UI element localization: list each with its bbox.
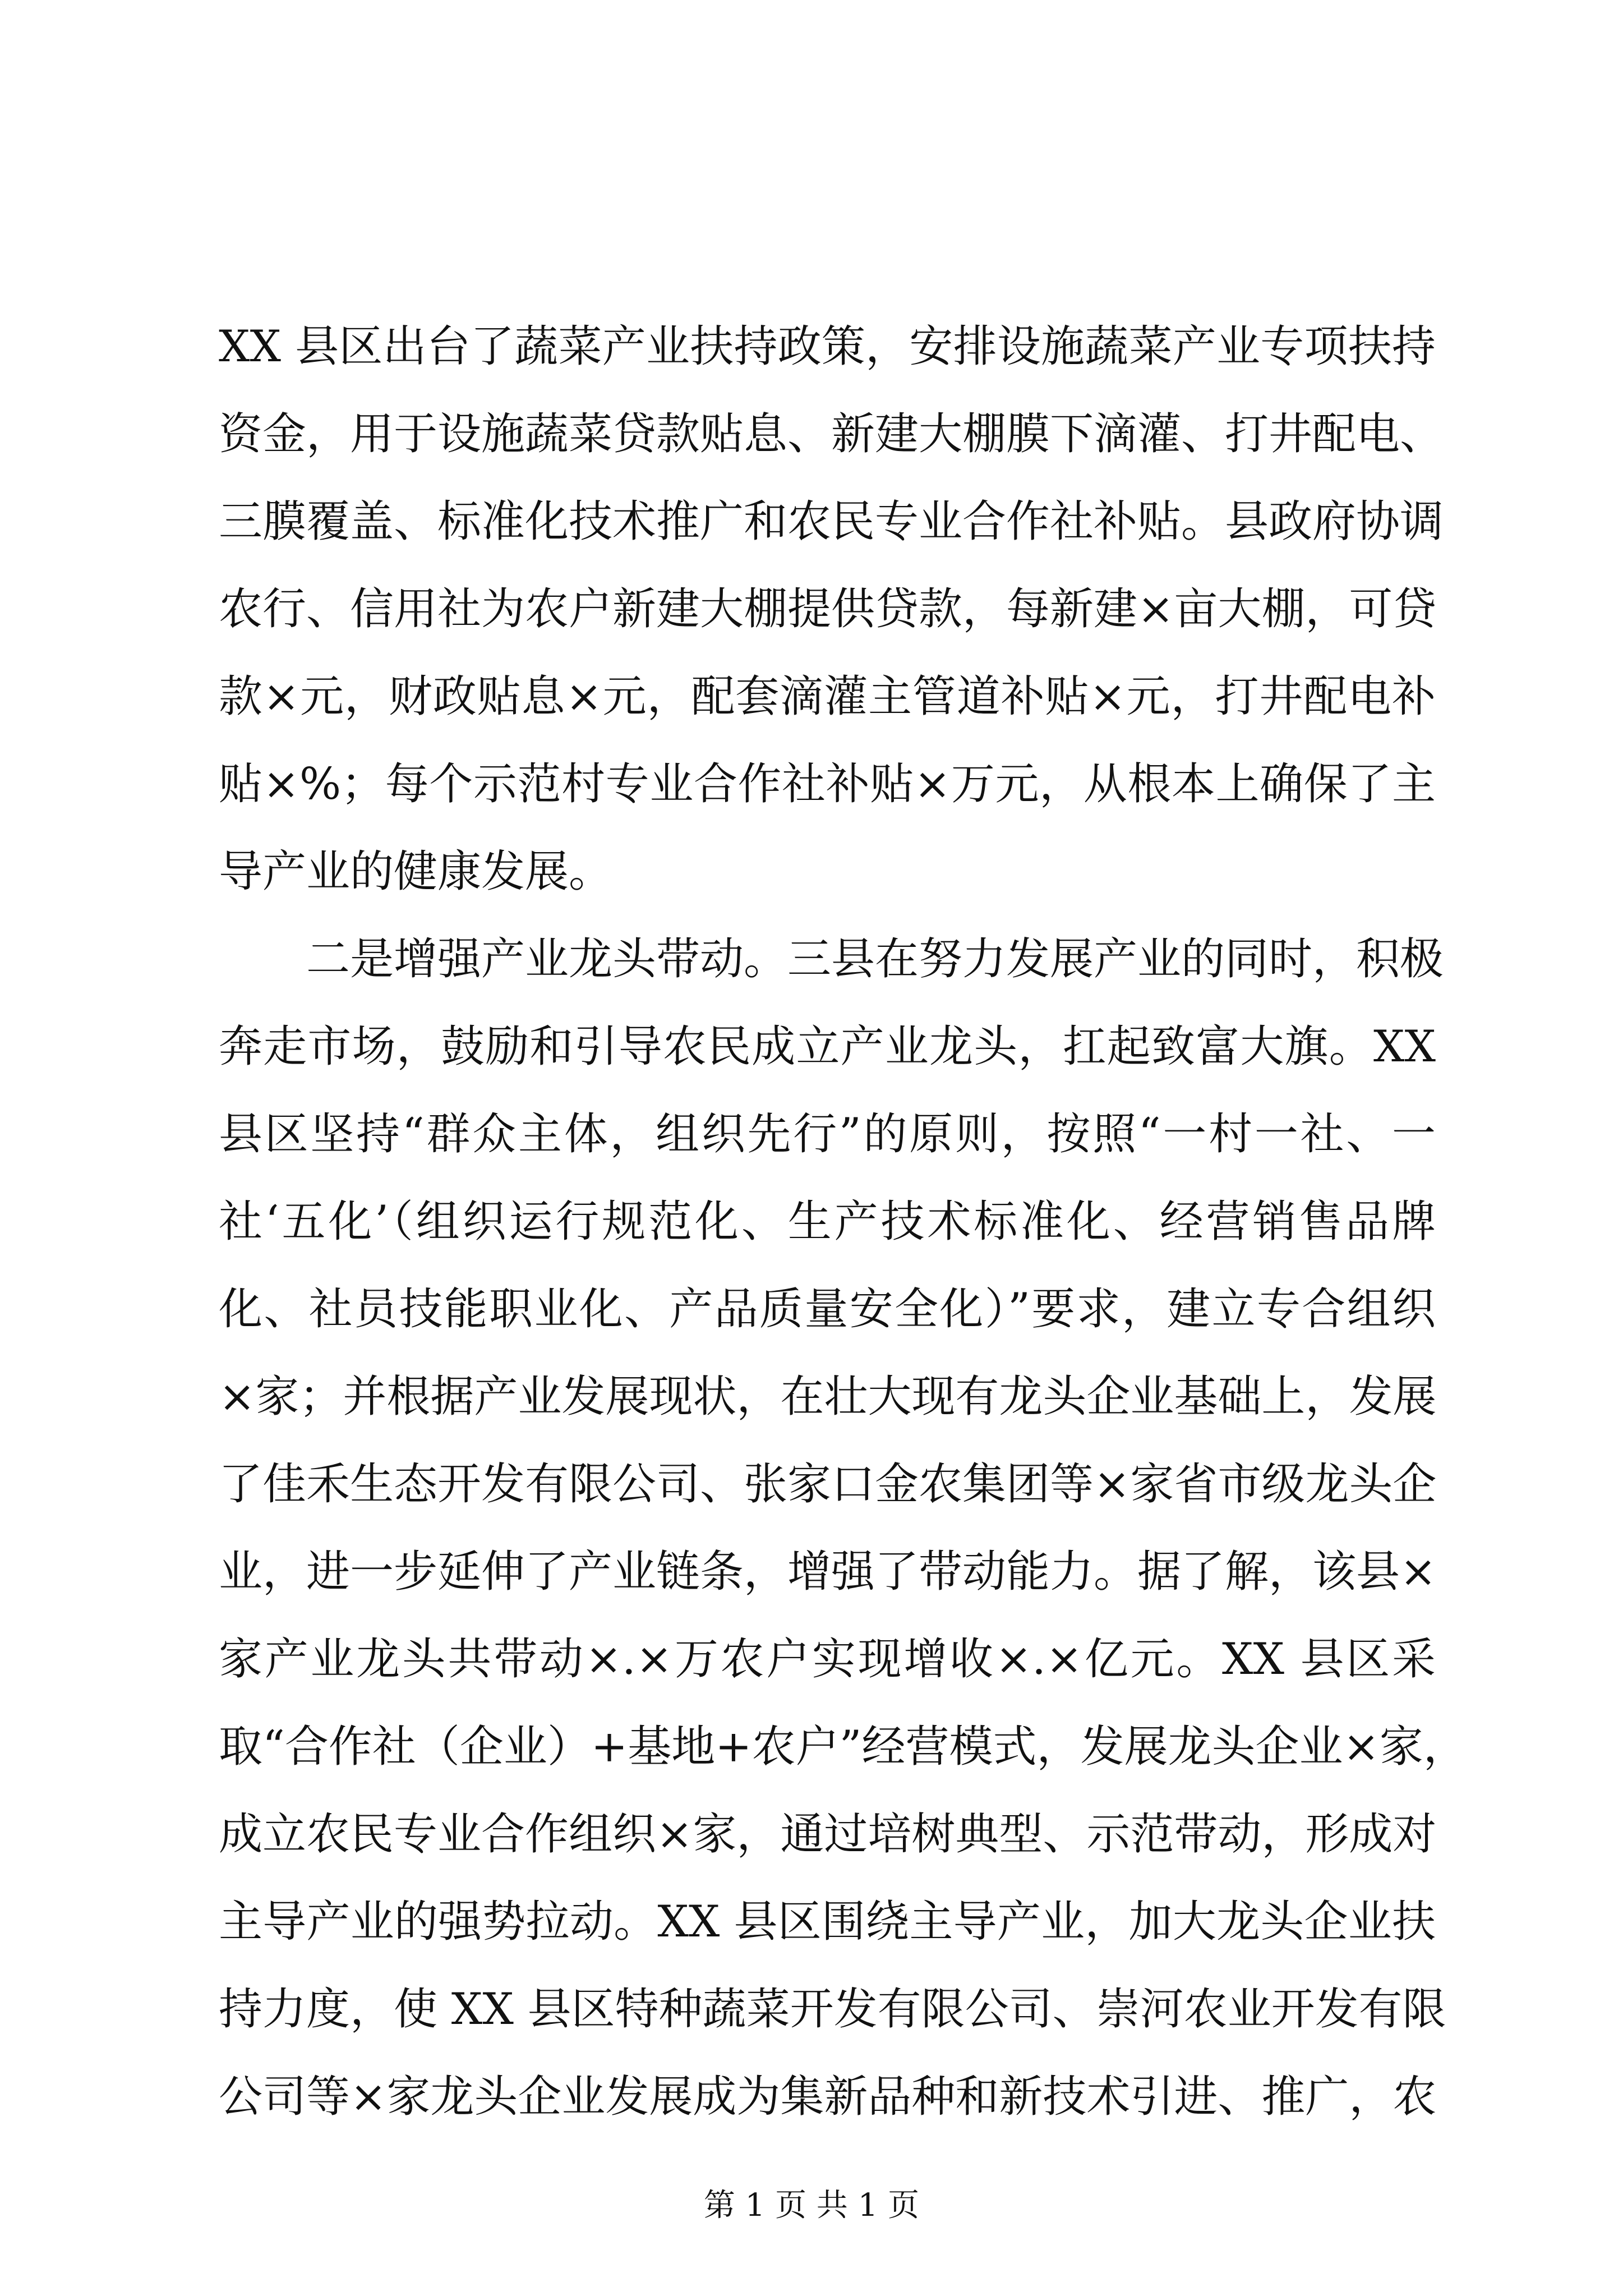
- text-line: 化、社员技能职业化、产品质量安全化）”要求，建立专合组织: [219, 1284, 1436, 1335]
- text-line: 奔走市场，鼓励和引导农民成立产业龙头，扛起致富大旗。XX: [219, 1022, 1436, 1072]
- text-line: 农行、信用社为农户新建大棚提供贷款，每新建×亩大棚，可贷: [219, 584, 1437, 634]
- text-line: 社‘五化’（组织运行规范化、生产技术标准化、经营销售品牌: [219, 1197, 1436, 1247]
- text-line: 家产业龙头共带动×.×万农户实现增收×.×亿元。XX 县区采: [219, 1634, 1436, 1685]
- page-footer: 第 1 页 共 1 页: [703, 2187, 920, 2224]
- text-line: 县区坚持“群众主体，组织先行”的原则，按照“一村一社、一: [219, 1109, 1436, 1159]
- text-line: 贴×%；每个示范村专业合作社补贴×万元，从根本上确保了主: [219, 759, 1436, 809]
- text-line: 二是增强产业龙头带动。三县在努力发展产业的同时，积极: [219, 934, 1444, 984]
- text-line: 三膜覆盖、标准化技术推广和农民专业合作社补贴。县政府协调: [219, 496, 1444, 547]
- text-line: 主导产业的强势拉动。XX 县区围绕主导产业，加大龙头企业扶: [219, 1897, 1436, 1947]
- text-line: 持力度，使 XX 县区特种蔬菜开发有限公司、崇河农业开发有限: [219, 1984, 1446, 2035]
- text-line: XX 县区出台了蔬菜产业扶持政策，安排设施蔬菜产业专项扶持: [219, 321, 1436, 372]
- text-line: 资金，用于设施蔬菜贷款贴息、新建大棚膜下滴灌、打井配电、: [219, 409, 1444, 459]
- text-line: 取“合作社（企业）+基地+农户”经营模式，发展龙头企业×家，: [219, 1722, 1467, 1772]
- text-line: 导产业的健康发展。: [219, 846, 613, 897]
- text-line: 公司等×家龙头企业发展成为集新品种和新技术引进、推广，农: [219, 2072, 1437, 2122]
- body-text: [219, 303, 1467, 2141]
- text-line: 业，进一步延伸了产业链条，增强了带动能力。据了解，该县×: [219, 1547, 1437, 1597]
- text-line: 款×元，财政贴息×元，配套滴灌主管道补贴×元，打井配电补: [219, 671, 1436, 722]
- text-line: 成立农民专业合作组织×家，通过培树典型、示范带动，形成对: [219, 1809, 1437, 1860]
- text-line: 了佳禾生态开发有限公司、张家口金农集团等×家省市级龙头企: [219, 1459, 1437, 1510]
- text-line: ×家；并根据产业发展现状，在壮大现有龙头企业基础上，发展: [219, 1372, 1437, 1422]
